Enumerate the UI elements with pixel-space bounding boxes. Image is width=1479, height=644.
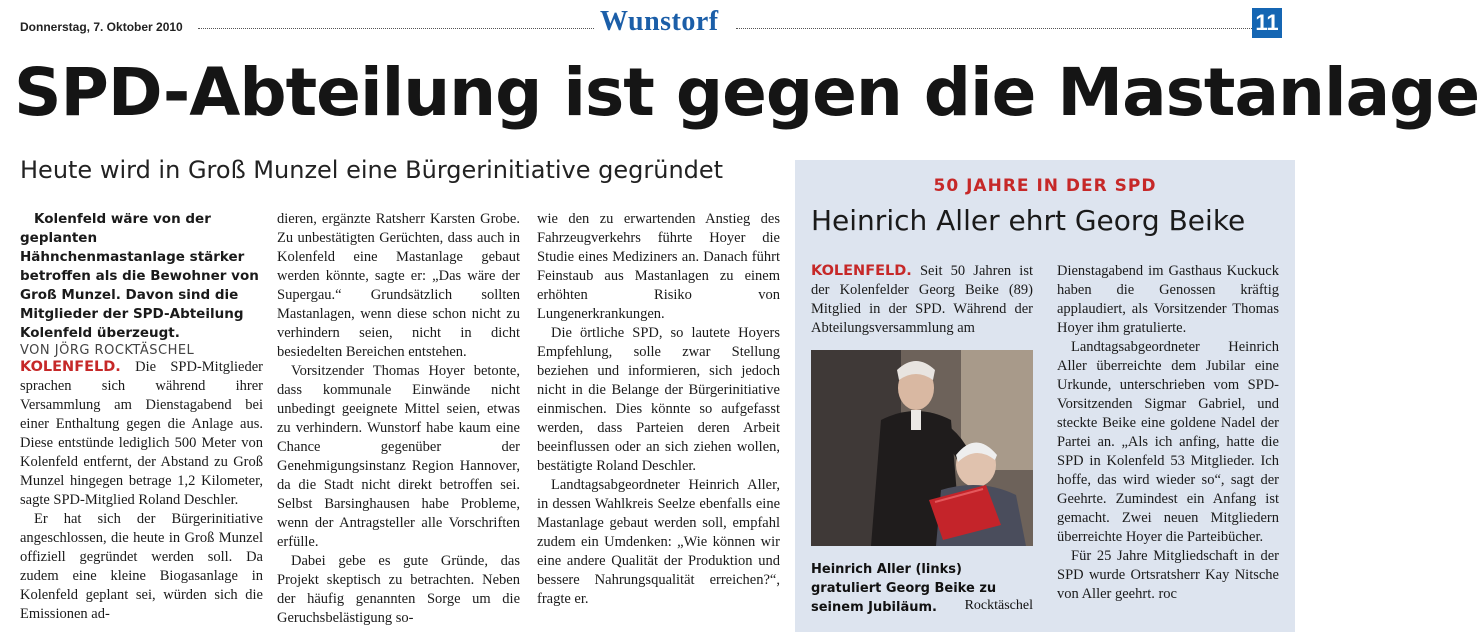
page-number-badge: 11 — [1252, 8, 1282, 38]
award-photo — [811, 350, 1033, 546]
photo-caption — [811, 560, 1033, 617]
sidebar-paragraph: Dienstagabend im Gasthaus Kuckuck haben die Genossen kräftig applaudiert, als Vorsitzender Thomas Hoyer ihm gratulierte. — [1057, 263, 1279, 336]
article-paragraph: dieren, ergänzte Ratsherr Karsten Grobe. Zu unbestätigten Gerüchten, dass auch in Kolenfeld eine Mastanlage gebaut werden könnte, sagte er: „Das wäre der Supergau.“ Grundsätzlich sollten Mastanlagen, wenn diese schon nicht zu verhindern seien, nicht in dicht besiedelten Bereichen entstehen. — [277, 211, 520, 360]
article-paragraph — [20, 358, 263, 510]
article-subheadline: Heute wird in Groß Munzel eine Bürgerinitiative gegründet — [20, 156, 724, 184]
article-paragraph: Landtagsabgeordneter Heinrich Aller, in dessen Wahlkreis Seelze ebenfalls eine Mastanlage gebaut werden soll, empfahl zudem ein Umdenken: „Wie können wir eine andere Qualität der Produktion und bessere Nahrungsqualität erreichen?“, fragte er. — [537, 477, 780, 607]
article-lead: Kolenfeld wäre von der geplanten Hähnchenmastanlage stärker betroffen als die Bewohner von Groß Munzel. Davon sind die Mitglieder der SPD-Abteilung Kolenfeld überzeugt. — [20, 211, 259, 341]
sidebar-headline: Heinrich Aller ehrt Georg Beike — [811, 204, 1246, 237]
caption-text: Heinrich Aller (links) gratuliert Georg Beike zu seinem Jubiläum. — [811, 562, 997, 615]
sidebar-column-2 — [1057, 262, 1279, 604]
article-paragraph: wie den zu erwartenden Anstieg des Fahrzeugverkehrs führte Hoyer die Studie eines Mediziners an. Danach führt Feinstaub aus Mastanlagen zu einem erhöhten Risiko von Lungenerkrankungen. — [537, 211, 780, 322]
photo-illustration — [811, 350, 1033, 546]
sidebar-paragraph — [811, 262, 1033, 338]
page-header — [20, 6, 1282, 38]
article-text: Die SPD-Mitglieder sprachen sich während ihrer Versammlung am Dienstagabend bei einer Enthaltung gegen die Anlage aus. Diese entstünde lediglich 500 Meter von Kolenfeld entfernt, der Abstand zu Groß Munzel hingegen betrage 1,2 Kilometer, sagte SPD-Mitglied Roland Deschler. — [20, 359, 263, 508]
article-headline: SPD-Abteilung ist gegen die Mastanlage — [14, 54, 1479, 131]
header-rule-right — [736, 28, 1254, 29]
article-paragraph: Er hat sich der Bürgerinitiative angeschlossen, die heute in Groß Munzel offiziell gegründet werden soll. Da zudem eine kleine Biogasanlage in Kolenfeld geplant sei, würden sich die Emissionen ad- — [20, 511, 263, 622]
sidebar-dateline: KOLENFELD. — [811, 263, 912, 279]
sidebar-column-1 — [811, 262, 1033, 338]
article-byline: VON JÖRG ROCKTÄSCHEL — [20, 343, 195, 358]
photo-credit: Rocktäschel — [964, 598, 1033, 613]
sidebar-box — [795, 160, 1295, 632]
sidebar-kicker: 50 JAHRE IN DER SPD — [933, 176, 1157, 196]
article-dateline: KOLENFELD. — [20, 359, 121, 375]
article-paragraph: Die örtliche SPD, so lautete Hoyers Empfehlung, solle zwar Stellung beziehen und informieren, sich jedoch nicht in die Belange der Bürgerinitiative einmischen. Dies könnte so aufgefasst werden, dass Parteien deren Arbeit beeinflussen oder an sich ziehen wollen, bestätigte Roland Deschler. — [537, 325, 780, 474]
article-column-1 — [20, 210, 263, 624]
sidebar-paragraph: Für 25 Jahre Mitgliedschaft in der SPD wurde Ortsratsherr Kay Nitsche von Aller geehrt. roc — [1057, 548, 1279, 602]
article-paragraph: Dabei gebe es gute Gründe, das Projekt skeptisch zu betrachten. Neben der häufig genannten Sorge um die Geruchsbelästigung so- — [277, 553, 520, 626]
issue-date: Donnerstag, 7. Oktober 2010 — [20, 20, 183, 34]
sidebar-paragraph: Landtagsabgeordneter Heinrich Aller überreichte dem Jubilar eine Urkunde, unterschrieben vom SPD-Vorsitzenden Sigmar Gabriel, und steckte Beike eine goldene Nadel der Partei an. „Als ich anfing, hatte die SPD in Kolenfeld 53 Mitglieder. Ich hoffe, das wird wieder so“, sagt der Geehrte. Zumindest ein Anfang ist gemacht. Zwei neuen Mitgliedern überreichte Hoyer die Parteibücher. — [1057, 339, 1279, 545]
article-column-2 — [277, 210, 520, 628]
article-paragraph: Vorsitzender Thomas Hoyer betonte, dass kommunale Einwände nicht unbedingt geeignete Mittel seien, etwas zu verhindern. Wunstorf habe kaum eine Chance gegenüber der Genehmigungsinstanz Region Hannover, da die Stadt nicht direkt betroffen sei. Selbst Barsinghausen habe Probleme, wenn der Antragsteller alle Vorschriften erfülle. — [277, 363, 520, 550]
sidebar-text: Seit 50 Jahren ist der Kolenfelder Georg Beike (89) Mitglied in der SPD. Während der Abteilungsversammlung am — [811, 263, 1033, 336]
section-title: Wunstorf — [600, 6, 719, 37]
header-rule-left — [198, 28, 594, 29]
article-column-3 — [537, 210, 780, 609]
